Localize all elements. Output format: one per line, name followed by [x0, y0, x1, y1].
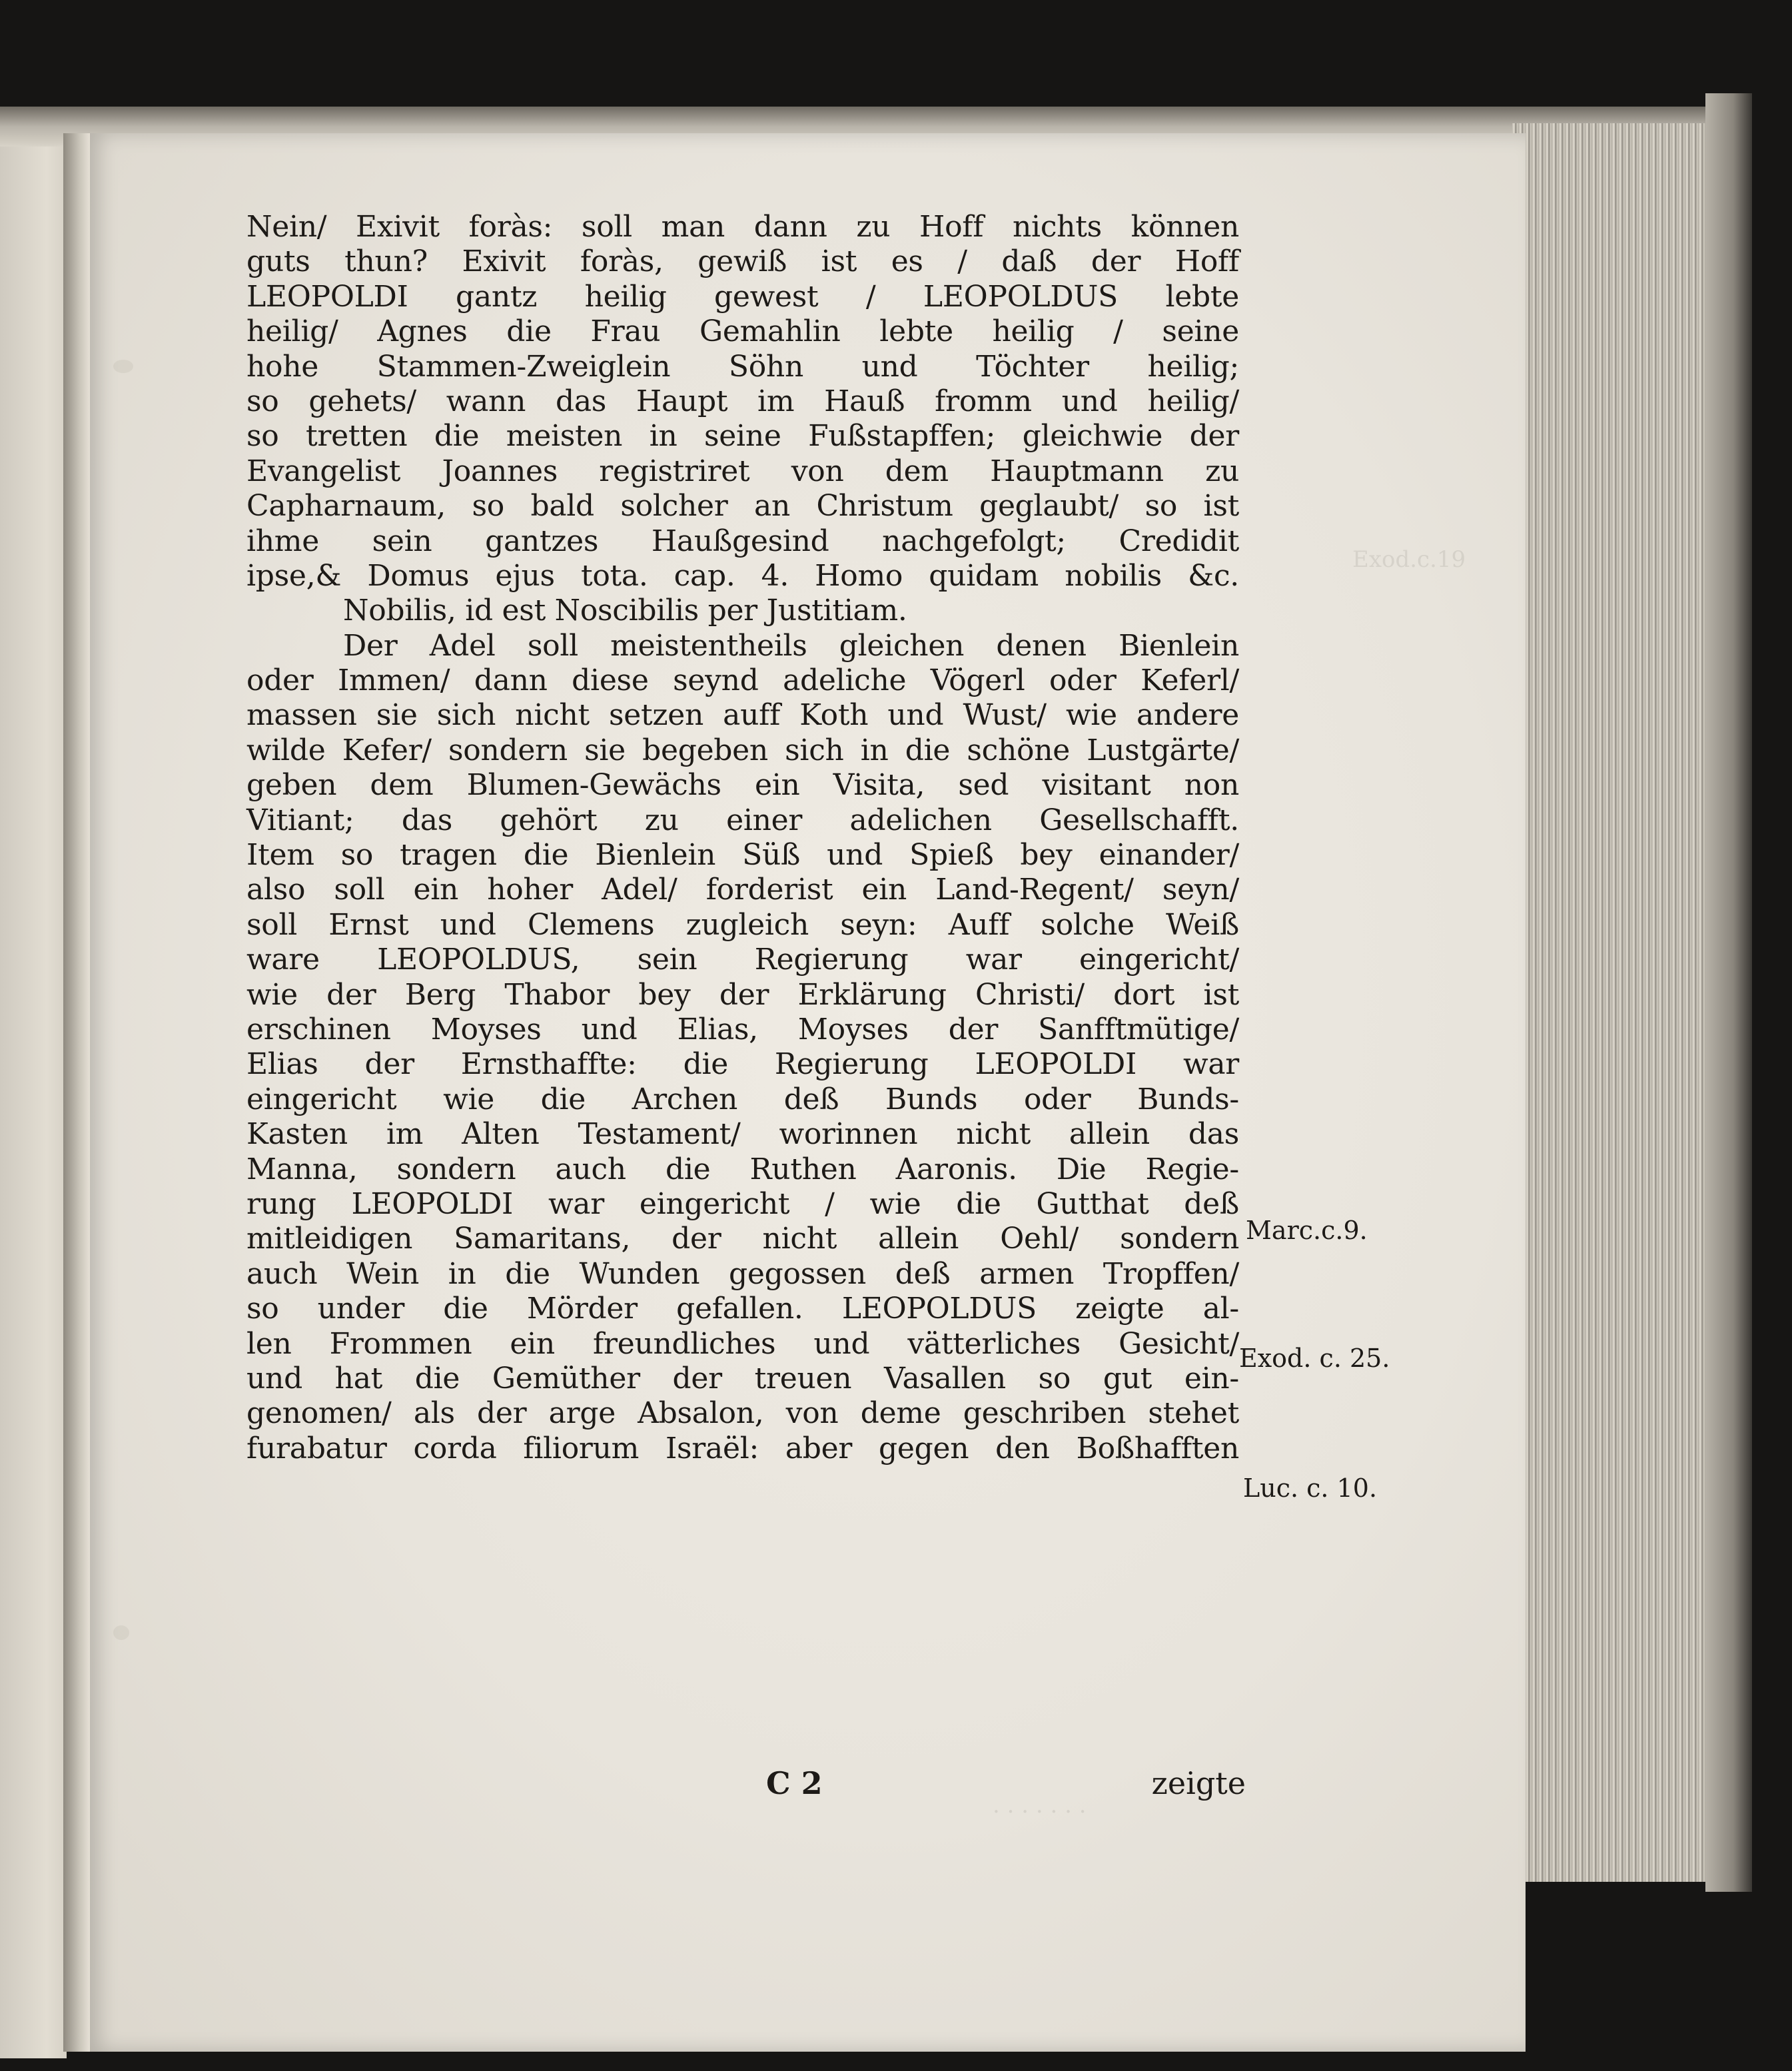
text-line: so under die Mörder gefallen. LEOPOLDUS zeigte al- [246, 1292, 1239, 1326]
text-line: Evangelist Joannes registriret von dem Hauptmann zu [246, 454, 1239, 488]
text-line: wilde Kefer/ sondern sie begeben sich in die schöne Lustgärte/ [246, 733, 1239, 767]
text-line: heilig/ Agnes die Frau Gemahlin lebte heilig / seine [246, 314, 1239, 349]
text-line: Kasten im Alten Testament/ worinnen nicht allein das [246, 1117, 1239, 1152]
text-line: Der Adel soll meistentheils gleichen denen Bienlein [343, 628, 1239, 663]
bleed-through-text: Exod.c.19 [1352, 546, 1466, 573]
text-line: LEOPOLDI gantz heilig gewest / LEOPOLDUS lebte [246, 279, 1239, 314]
text-line: soll Ernst und Clemens zugleich seyn: Auff solche Weiß [246, 907, 1239, 942]
text-line: erschinen Moyses und Elias, Moyses der Sanfftmütige/ [246, 1012, 1239, 1046]
page-stain [113, 1625, 129, 1640]
text-line: hohe Stammen-Zweiglein Söhn und Töchter heilig; [246, 349, 1239, 384]
text-line: geben dem Blumen-Gewächs ein Visita, sed visitant non [246, 768, 1239, 803]
book-gutter [63, 133, 90, 2052]
text-line: rung LEOPOLDI war eingericht / wie die Gutthat deß [246, 1186, 1239, 1221]
text-line: Elias der Ernsthaffte: die Regierung LEOPOLDI war [246, 1047, 1239, 1082]
bleed-through-text: . . . . . . . [993, 1792, 1087, 1819]
text-line: oder Immen/ dann diese seynd adeliche Vögerl oder Keferl/ [246, 663, 1239, 698]
text-line: eingericht wie die Archen deß Bunds oder Bunds- [246, 1082, 1239, 1116]
text-line: so tretten die meisten in seine Fußstapffen; gleichwie der [246, 419, 1239, 454]
marginal-note-luc: Luc. c. 10. [1243, 1473, 1378, 1503]
text-line: also soll ein hoher Adel/ forderist ein Land-Regent/ seyn/ [246, 873, 1239, 907]
text-line: Nobilis, id est Noscibilis per Justitiam. [343, 594, 907, 628]
text-line: Nein/ Exivit foràs: soll man dann zu Hoff nichts können [246, 210, 1239, 244]
catchword: zeigte [1151, 1765, 1246, 1801]
left-page-edge [0, 127, 67, 2058]
marginal-note-marc: Marc.c.9. [1246, 1216, 1368, 1245]
text-line: Manna, sondern auch die Ruthen Aaronis. Die Regie- [246, 1152, 1239, 1186]
text-line: Item so tragen die Bienlein Süß und Spieß bey einander/ [246, 838, 1239, 873]
text-line: so gehets/ wann das Haupt im Hauß fromm und heilig/ [246, 384, 1239, 418]
text-line: guts thun? Exivit foràs, gewiß ist es / daß der Hoff [246, 244, 1239, 279]
text-line: Vitiant; das gehört zu einer adelichen Gesellschafft. [246, 803, 1239, 837]
text-line: len Frommen ein freundliches und vätterliches Gesicht/ [246, 1326, 1239, 1361]
main-text-block [246, 210, 1239, 1466]
text-line: Capharnaum, so bald solcher an Christum geglaubt/ so ist [246, 489, 1239, 524]
text-line: auch Wein in die Wunden gegossen deß armen Tropffen/ [246, 1256, 1239, 1291]
marginal-note-exod: Exod. c. 25. [1239, 1344, 1390, 1373]
text-line: mitleidigen Samaritans, der nicht allein Oehl/ sondern [246, 1222, 1239, 1256]
text-line: furabatur corda filiorum Israël: aber gegen den Boßhafften [246, 1431, 1239, 1465]
text-line: und hat die Gemüther der treuen Vasallen so gut ein- [246, 1361, 1239, 1396]
page-stain [113, 360, 133, 373]
text-line: ipse,& Domus ejus tota. cap. 4. Homo quidam nobilis &c. [246, 558, 1239, 593]
page-stack-edges [1512, 123, 1736, 1882]
signature-mark: C 2 [766, 1765, 823, 1801]
text-line: ware LEOPOLDUS, sein Regierung war eingericht/ [246, 943, 1239, 977]
text-line: massen sie sich nicht setzen auff Koth und Wust/ wie andere [246, 698, 1239, 733]
text-line: ihme sein gantzes Haußgesind nachgefolgt; Credidit [246, 524, 1239, 558]
book-cover-edge [1705, 93, 1752, 1892]
text-line: wie der Berg Thabor bey der Erklärung Christi/ dort ist [246, 977, 1239, 1012]
text-line: genomen/ als der arge Absalon, von deme geschriben stehet [246, 1396, 1239, 1431]
